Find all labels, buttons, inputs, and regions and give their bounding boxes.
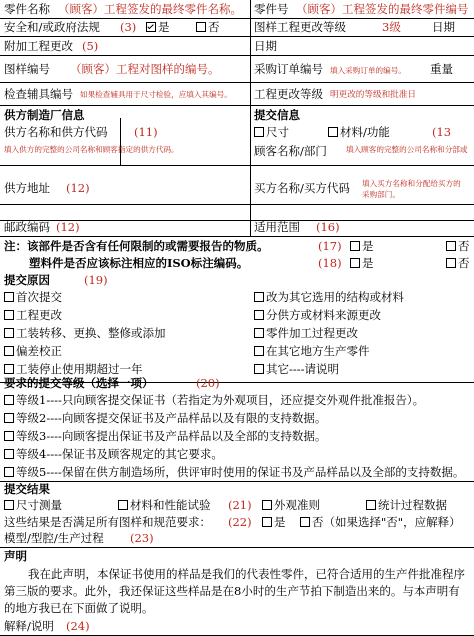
checkbox-icon[interactable] [118,500,128,510]
customer-field[interactable]: 填入顾客的完整的公司名称和分部或 [346,145,468,154]
restriction-num: (17) [318,239,342,253]
zip-num: (12) [56,220,80,234]
rule [0,236,474,237]
explain-num: (24) [66,619,90,633]
supplier-address-num: (12) [66,181,90,195]
option-label: 是 [362,239,374,253]
buyer-field-line1[interactable]: 填入买方名称和分配给买方的 [362,179,461,188]
supplier-name-num: (11) [134,125,158,139]
rule [0,82,474,83]
checkbox-icon[interactable] [262,500,272,510]
option-label: 等级3----向顾客提出保证书及产品样品以及全部的支持数据。 [16,429,327,443]
rule [0,55,474,56]
result-spc[interactable] [366,500,447,512]
declaration-title: 声明 [4,549,27,563]
level-option[interactable] [4,413,326,425]
reasons-title: 提交原因 [4,273,50,287]
option-label: 是 [362,256,374,270]
part-number-label: 零件号 [254,2,289,16]
rule [0,36,474,37]
reason-item[interactable] [4,292,62,304]
option-label: 否（如果选择"否"，应解释） [312,515,461,529]
additional-change-label: 附加工程更改 [4,39,73,53]
reason-item[interactable] [254,328,358,340]
rule [0,481,474,482]
results-num: (21) [228,498,252,512]
level-option[interactable] [4,449,223,461]
drawing-change-value[interactable]: 3级 [382,20,401,34]
rule [0,165,474,166]
reason-item[interactable] [4,346,62,358]
explain-label: 解释/说明 [4,619,54,633]
weight-label: 重量 [430,62,453,76]
option-label: 是 [158,20,170,34]
levels-title: 要求的提交等级（选择一项） [4,376,154,390]
checkbox-icon[interactable] [4,364,14,374]
checkbox-icon[interactable] [262,517,272,527]
result-material[interactable] [118,500,211,512]
option-label: 在其它地方生产零件 [266,344,370,358]
safety-no[interactable] [196,22,220,34]
reason-item[interactable] [254,364,339,376]
drawing-no-label: 图样编号 [4,62,50,76]
checkbox-icon[interactable] [4,500,14,510]
submission-num: (13 [432,125,452,139]
option-label: 其它----请说明 [266,362,340,376]
option-label: 否 [208,20,220,34]
question-yes[interactable] [262,517,286,529]
checkbox-icon[interactable] [146,22,156,32]
checkbox-icon[interactable] [366,500,376,510]
material-option[interactable] [328,127,390,139]
checkbox-icon[interactable] [4,292,14,302]
zip-label: 邮政编码 [4,220,50,234]
reason-item[interactable] [4,364,143,376]
iso-no[interactable] [446,258,470,270]
rule [0,547,474,548]
option-label: 材料/功能 [340,125,390,139]
option-label: 改为其它选用的结构或材料 [266,290,404,304]
checkbox-icon[interactable] [4,310,14,320]
eng-change-field[interactable]: 明更改的等级和批准日 [330,90,416,100]
result-appearance[interactable] [262,500,320,512]
results-title: 提交结果 [4,482,50,496]
declaration-line1: 我在此声明，本保证书使用的样品是我们的代表性零件，已符合适用的生产件批准程序 [28,567,465,581]
po-label: 采购订单编号 [254,62,323,76]
level-option[interactable] [4,395,424,407]
drawing-change-date-label: 日期 [432,20,455,34]
checkbox-icon[interactable] [4,413,14,423]
part-number-field[interactable]: （顾客）工程签发的最终零件编号 [296,2,469,16]
rule [0,18,474,19]
buyer-label: 买方名称/买方代码 [254,181,350,195]
drawing-no-field[interactable]: （顾客）工程对图样的编号。 [70,62,220,76]
rule [0,204,474,205]
rule [0,105,474,106]
submission-info-title: 提交信息 [254,108,300,122]
safety-num: (3) [120,20,137,34]
level-option[interactable] [4,431,326,443]
customer-label: 顾客名称/部门 [254,144,327,158]
scope-label: 适用范围 [254,220,300,234]
reason-item[interactable] [254,346,370,358]
checkbox-icon[interactable] [254,328,264,338]
results-question: 这些结果是否满足所有图样和规范要求： [4,515,211,529]
iso-yes[interactable] [350,258,374,270]
option-label: 工装转移、更换、整修或添加 [16,326,166,340]
checkbox-icon[interactable] [350,258,360,268]
option-label: 否 [458,256,470,270]
restriction-yes[interactable] [350,241,374,253]
supplier-address-label: 供方地址 [4,181,50,195]
buyer-field-line2[interactable]: 采购部门。 [362,190,400,199]
checkbox-icon[interactable] [4,431,14,441]
option-label: 偏差校正 [16,344,62,358]
checkbox-icon[interactable] [4,328,14,338]
column-divider [120,118,121,165]
gauge-field[interactable]: 如果检查辅具用于尺寸检验，应填入其编号。 [80,90,232,99]
supplier-name-label: 供方名称和供方代码 [4,125,108,139]
scope-num: (16) [316,220,340,234]
result-dimension[interactable] [4,500,62,512]
checkbox-icon[interactable] [254,292,264,302]
checkbox-icon[interactable] [196,22,206,32]
option-label: 尺寸 [266,125,289,139]
reason-item[interactable] [4,328,166,340]
question-num: (22) [228,515,252,529]
reason-item[interactable] [254,310,381,322]
dimension-option[interactable] [254,127,289,139]
option-label: 工装停止使用期超过一年 [16,362,143,376]
restriction-no[interactable] [446,241,470,253]
option-label: 分供方或材料来源更改 [266,308,381,322]
column-divider [250,0,251,236]
option-label: 零件加工过程更改 [266,326,358,340]
checkbox-icon[interactable] [300,517,310,527]
checkbox-icon[interactable] [254,310,264,320]
checkbox-icon[interactable] [254,364,264,374]
iso-num: (18) [318,256,342,270]
safety-yes[interactable] [146,22,170,34]
checkbox-icon[interactable] [4,395,14,405]
supplier-section-title: 供方制造厂信息 [4,108,85,122]
option-label: 工程更改 [16,308,62,322]
checkbox-icon[interactable] [4,346,14,356]
option-label: 等级4----保证书及顾客规定的其它要求。 [16,447,223,461]
option-label: 外观准则 [274,498,320,512]
level-option[interactable] [4,467,464,479]
option-label: 首次提交 [16,290,62,304]
gauge-label: 检查辅具编号 [4,87,73,101]
question-no[interactable] [300,517,461,529]
drawing-change-label: 图样工程更改等级 [254,20,346,34]
restriction-note: 注：该部件是否含有任何限制的或需要报告的物质。 [4,239,269,253]
checkbox-icon[interactable] [4,467,14,477]
checkbox-icon[interactable] [446,258,456,268]
declaration-line2: 第三版的要求。此外，我还保证这些样品是在8小时的生产节拍下制造出来的。与本声明有 [4,584,460,598]
iso-note: 塑料件是否应该标注相应的ISO标注编码。 [29,256,249,270]
checkbox-icon[interactable] [4,449,14,459]
declaration-line3: 的地方我已在下面做了说明。 [4,601,154,615]
part-name-label: 零件名称 [4,2,50,16]
option-label: 材料和性能试验 [130,498,211,512]
option-label: 统计过程数据 [378,498,447,512]
supplier-name-field[interactable]: 填入供方的完整的公司名称和顾客指定的供方代码。 [4,145,179,154]
option-label: 是 [274,515,286,529]
option-label: 等级2----向顾客提交保证书及产品样品以及有限的支持数据。 [16,411,327,425]
additional-change-date-label: 日期 [254,39,277,53]
safety-label: 安全和/或政府法规 [4,20,100,34]
checkbox-icon[interactable] [328,127,338,137]
option-label: 否 [458,239,470,253]
part-name-field[interactable]: （顾客）工程签发的最终零件名称。 [58,2,242,16]
reason-item[interactable] [4,310,62,322]
option-label: 等级5----保留在供方制造场所，供评审时使用的保证书及产品样品以及全部的支持数据。 [16,465,465,479]
eng-change-label: 工程更改等级 [254,87,323,101]
checkbox-icon[interactable] [446,241,456,251]
checkbox-icon[interactable] [350,241,360,251]
levels-num: (20) [196,376,220,390]
model-label: 模型/型腔/生产过程 [4,531,104,545]
reasons-num: (19) [84,273,108,287]
additional-change-num: (5) [82,39,99,53]
checkbox-icon[interactable] [254,127,264,137]
po-field[interactable]: 填入采购订单的编号。 [330,66,406,75]
option-label: 等级1----只向顾客提交保证书（若指定为外观项目，还应提交外观件批准报告）。 [16,393,425,407]
reason-item[interactable] [254,292,404,304]
option-label: 尺寸测量 [16,498,62,512]
checkbox-icon[interactable] [254,346,264,356]
model-num: (23) [130,531,154,545]
